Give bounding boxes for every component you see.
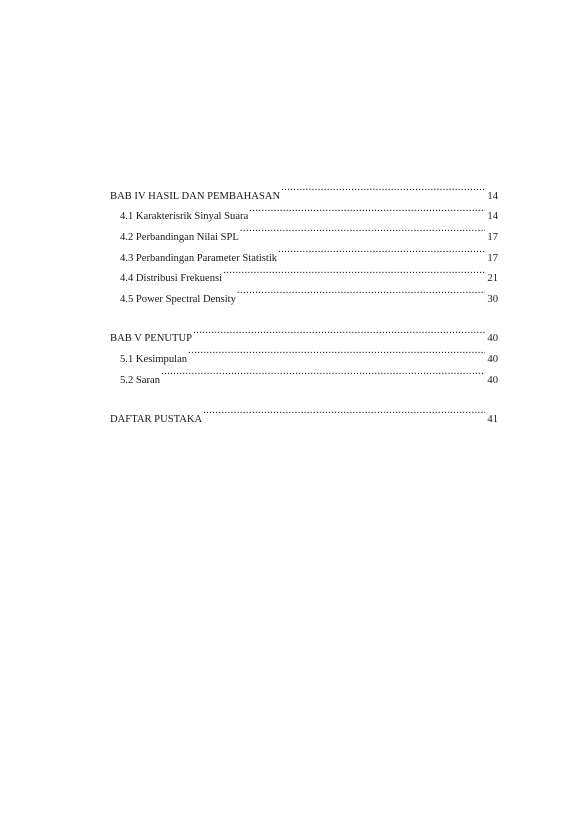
toc-page-number: 30 xyxy=(487,294,498,306)
toc-bibliography[interactable] xyxy=(110,401,498,425)
toc-entry-title: BAB V PENUTUP xyxy=(110,333,193,345)
dot-leader xyxy=(193,321,485,342)
dot-leader xyxy=(188,341,485,362)
dot-leader xyxy=(240,219,485,240)
toc-entry-title: 4.2 Perbandingan Nilai SPL xyxy=(120,232,239,244)
toc-page-number: 17 xyxy=(487,252,498,264)
toc-entry-title: 4.5 Power Spectral Density xyxy=(120,294,236,306)
dot-leader xyxy=(281,178,485,199)
dot-leader xyxy=(223,261,485,282)
toc-spacer xyxy=(110,383,498,401)
toc-page-number: 41 xyxy=(487,413,498,425)
toc-page-number: 14 xyxy=(487,211,498,223)
toc-entry-title: BAB IV HASIL DAN PEMBAHASAN xyxy=(110,190,281,202)
dot-leader xyxy=(249,199,485,220)
toc-page-number: 17 xyxy=(487,232,498,244)
toc-page-number: 14 xyxy=(487,190,498,202)
dot-leader xyxy=(161,362,485,383)
dot-leader xyxy=(203,401,485,422)
dot-leader xyxy=(237,281,485,302)
toc-entry-title: 4.1 Karakterisrik Sinyal Suara xyxy=(120,211,249,223)
toc-chapter-4[interactable] xyxy=(110,178,498,202)
toc-page-number: 40 xyxy=(487,353,498,365)
toc-page-number: 21 xyxy=(487,273,498,285)
toc-entry-title: 4.3 Perbandingan Parameter Statistik xyxy=(120,252,278,264)
toc-entry-title: DAFTAR PUSTAKA xyxy=(110,413,203,425)
toc-page-number: 40 xyxy=(487,374,498,386)
toc-entry-title: 5.1 Kesimpulan xyxy=(120,353,188,365)
dot-leader xyxy=(278,240,485,261)
toc-entry-title: 5.2 Saran xyxy=(120,374,161,386)
toc-section-5-2[interactable] xyxy=(110,362,498,386)
toc-entry-title: 4.4 Distribusi Frekuensi xyxy=(120,273,223,285)
toc-chapter-5[interactable] xyxy=(110,321,498,345)
toc-page-number: 40 xyxy=(487,333,498,345)
table-of-contents xyxy=(110,178,498,425)
